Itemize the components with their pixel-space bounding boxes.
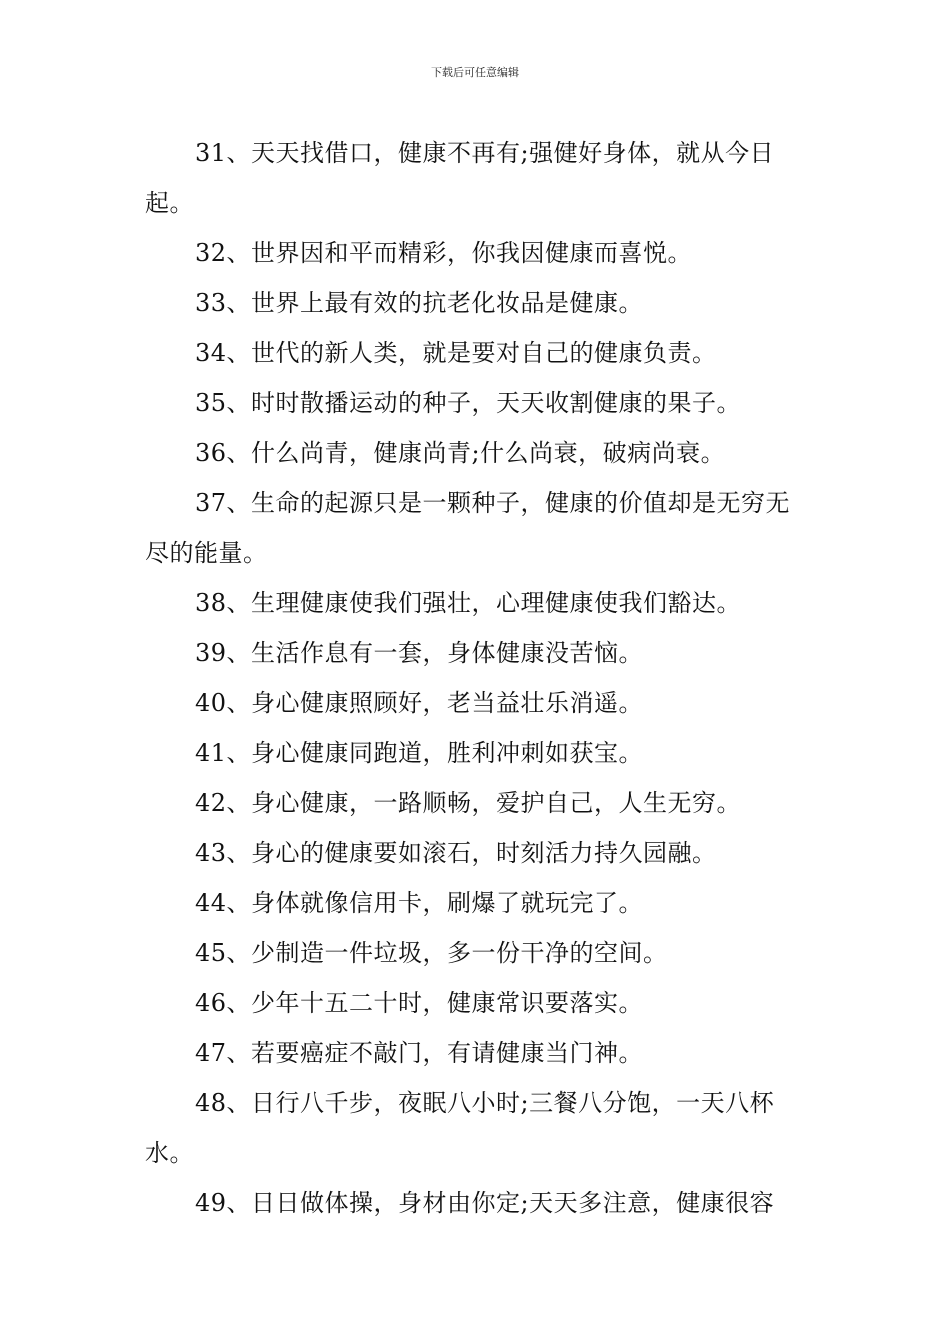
paragraph-36: 36、什么尚青，健康尚青;什么尚衰，破病尚衰。 xyxy=(195,439,726,467)
paragraph-35: 35、时时散播运动的种子，天天收割健康的果子。 xyxy=(195,389,742,417)
paragraph-31: 31、天天找借口，健康不再有;强健好身体，就从今日起。 xyxy=(145,139,775,217)
paragraph-39: 39、生活作息有一套，身体健康没苦恼。 xyxy=(195,639,644,667)
page-header: 下载后可任意编辑 xyxy=(431,66,519,79)
paragraph-43: 43、身心的健康要如滚石，时刻活力持久园融。 xyxy=(195,839,717,867)
paragraph-44: 44、身体就像信用卡，刷爆了就玩完了。 xyxy=(195,889,644,917)
paragraph-34: 34、世代的新人类，就是要对自己的健康负责。 xyxy=(195,339,717,367)
paragraph-32: 32、世界因和平而精彩，你我因健康而喜悦。 xyxy=(195,239,693,267)
paragraph-41: 41、身心健康同跑道，胜利冲刺如获宝。 xyxy=(195,739,644,767)
paragraph-42: 42、身心健康，一路顺畅，爱护自己，人生无穷。 xyxy=(195,789,742,817)
paragraph-46: 46、少年十五二十时，健康常识要落实。 xyxy=(195,989,644,1017)
paragraph-47: 47、若要癌症不敲门，有请健康当门神。 xyxy=(195,1039,644,1067)
paragraph-45: 45、少制造一件垃圾，多一份干净的空间。 xyxy=(195,939,668,967)
document-body xyxy=(145,128,810,1228)
paragraph-48: 48、日行八千步，夜眠八小时;三餐八分饱，一天八杯水。 xyxy=(145,1089,775,1167)
paragraph-49: 49、日日做体操，身材由你定;天天多注意，健康很容 xyxy=(195,1189,775,1217)
paragraph-37: 37、生命的起源只是一颗种子，健康的价值却是无穷无尽的能量。 xyxy=(145,489,791,567)
paragraph-38: 38、生理健康使我们强壮，心理健康使我们豁达。 xyxy=(195,589,742,617)
paragraph-40: 40、身心健康照顾好，老当益壮乐消遥。 xyxy=(195,689,644,717)
paragraph-33: 33、世界上最有效的抗老化妆品是健康。 xyxy=(195,289,644,317)
